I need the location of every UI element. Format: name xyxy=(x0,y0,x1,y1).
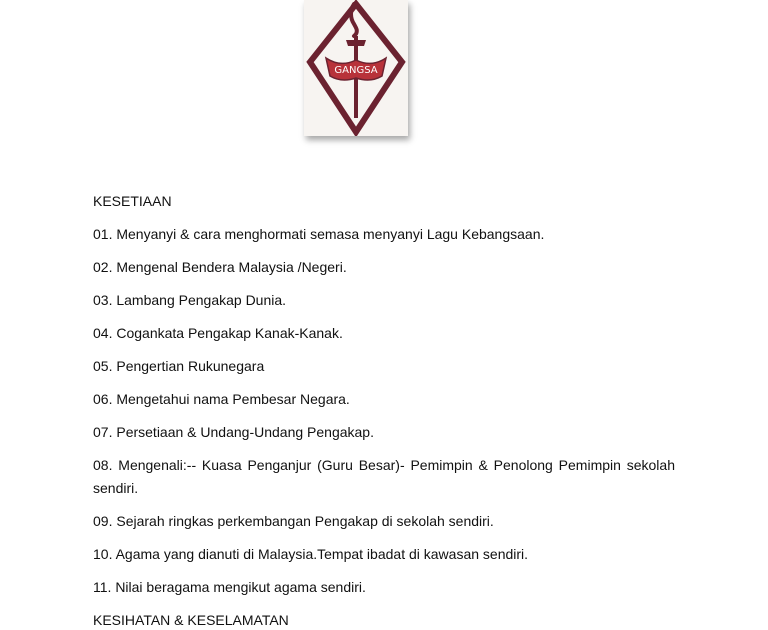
list-item: 10. Agama yang dianuti di Malaysia.Tempat ibadat di kawasan sendiri. xyxy=(93,546,529,562)
list-item: 09. Sejarah ringkas perkembangan Pengakap di sekolah sendiri. xyxy=(93,513,494,529)
list-item: 01. Menyanyi & cara menghormati semasa menyanyi Lagu Kebangsaan. xyxy=(93,226,545,242)
next-section-heading: KESIHATAN & KESELAMATAN xyxy=(93,612,289,628)
list-item: 08. Mengenali:-- Kuasa Penganjur (Guru Besar)- Pemimpin & Penolong Pemimpin sekolah sendiri. xyxy=(93,457,675,496)
list-item: 05. Pengertian Rukunegara xyxy=(93,358,265,374)
document-body xyxy=(93,190,675,630)
list-item: 04. Cogankata Pengakap Kanak-Kanak. xyxy=(93,325,343,341)
list-item: 03. Lambang Pengakap Dunia. xyxy=(93,292,287,308)
gangsa-badge-icon xyxy=(304,0,408,136)
badge-text: GANGSA xyxy=(334,65,378,76)
section-heading: KESETIAAN xyxy=(93,193,172,209)
list-item: 07. Persetiaan & Undang-Undang Pengakap. xyxy=(93,424,374,440)
list-item: 11. Nilai beragama mengikut agama sendiri. xyxy=(93,579,366,595)
gangsa-badge-logo xyxy=(304,0,408,136)
list-item: 06. Mengetahui nama Pembesar Negara. xyxy=(93,391,350,407)
list-item: 02. Mengenal Bendera Malaysia /Negeri. xyxy=(93,259,347,275)
